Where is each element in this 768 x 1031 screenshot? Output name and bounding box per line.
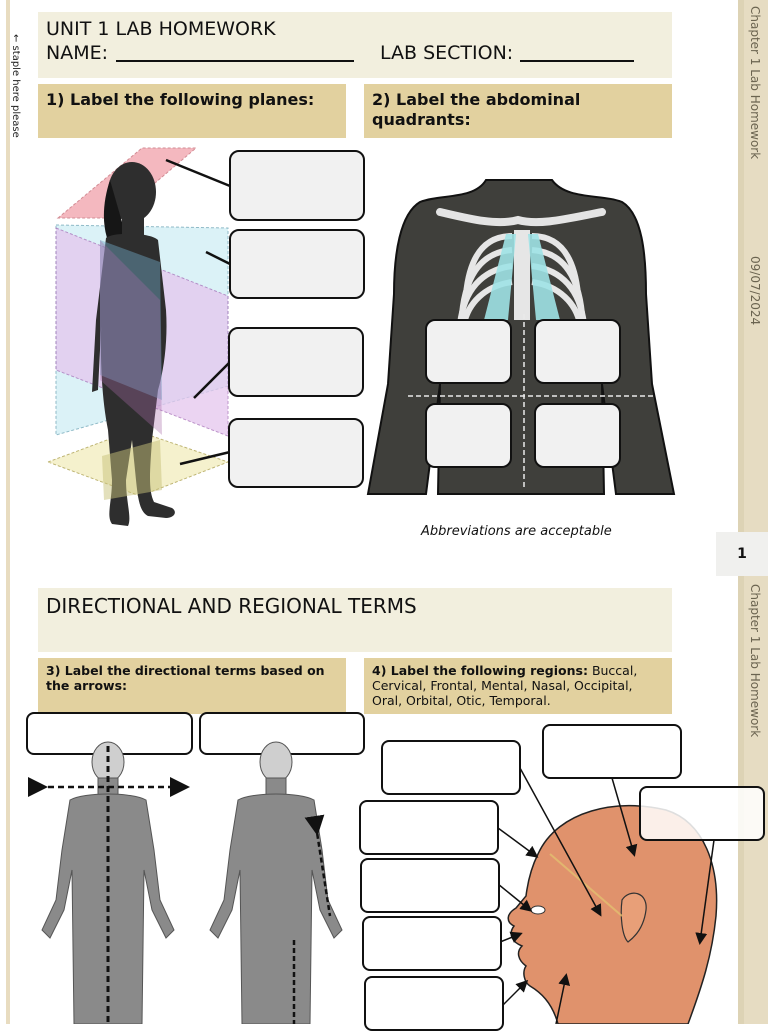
running-header-lower: Chapter 1 Lab Homework: [748, 584, 762, 738]
region-label-box-1[interactable]: [381, 740, 521, 795]
running-header: Chapter 1 Lab Homework: [748, 6, 762, 160]
q4-heading-bold: 4) Label the following regions:: [372, 663, 588, 678]
worksheet-title: UNIT 1 LAB HOMEWORK: [46, 18, 276, 40]
region-label-box-7[interactable]: [364, 976, 504, 1031]
region-label-box-5[interactable]: [360, 858, 500, 913]
q1-heading: 1) Label the following planes:: [46, 90, 315, 109]
plane-label-box-2[interactable]: [229, 229, 365, 299]
torso-figure: [366, 174, 678, 498]
section2-title: DIRECTIONAL AND REGIONAL TERMS: [46, 594, 417, 618]
staple-note: ← staple here please: [10, 34, 21, 138]
section-field[interactable]: [520, 60, 634, 62]
abbreviations-note: Abbreviations are acceptable: [421, 524, 612, 539]
sternum: [514, 230, 530, 320]
quadrant-box-lower-left[interactable]: [425, 403, 512, 468]
q4-region-list: Buccal, Cervical, Frontal, Mental, Nasal, Occipital, Oral, Orbital, Otic, Temporal.: [372, 663, 638, 708]
back-body: [210, 742, 342, 1024]
plane-label-box-4[interactable]: [228, 418, 364, 488]
q4-heading: [372, 663, 666, 708]
quadrant-box-lower-right[interactable]: [534, 403, 621, 468]
plane-label-box-3[interactable]: [228, 327, 364, 397]
region-label-box-2[interactable]: [542, 724, 682, 779]
region-label-box-3[interactable]: [639, 786, 765, 841]
left-margin-rule: [6, 0, 10, 1024]
torso-silhouette: [368, 180, 674, 494]
region-label-box-4[interactable]: [359, 800, 499, 855]
region-label-box-6[interactable]: [362, 916, 502, 971]
quadrant-box-upper-left[interactable]: [425, 319, 512, 384]
name-label: NAME:: [46, 42, 109, 64]
directional-figure: [26, 740, 366, 1024]
name-field[interactable]: [116, 60, 354, 62]
q2-heading: 2) Label the abdominal quadrants:: [372, 90, 581, 129]
quadrant-box-upper-right[interactable]: [534, 319, 621, 384]
page-number: 1: [716, 532, 768, 576]
plane-label-box-1[interactable]: [229, 150, 365, 221]
section-label: LAB SECTION:: [380, 42, 514, 64]
q3-heading: 3) Label the directional terms based on the arrows:: [46, 663, 325, 693]
date-text: 09/07/2024: [748, 256, 762, 326]
